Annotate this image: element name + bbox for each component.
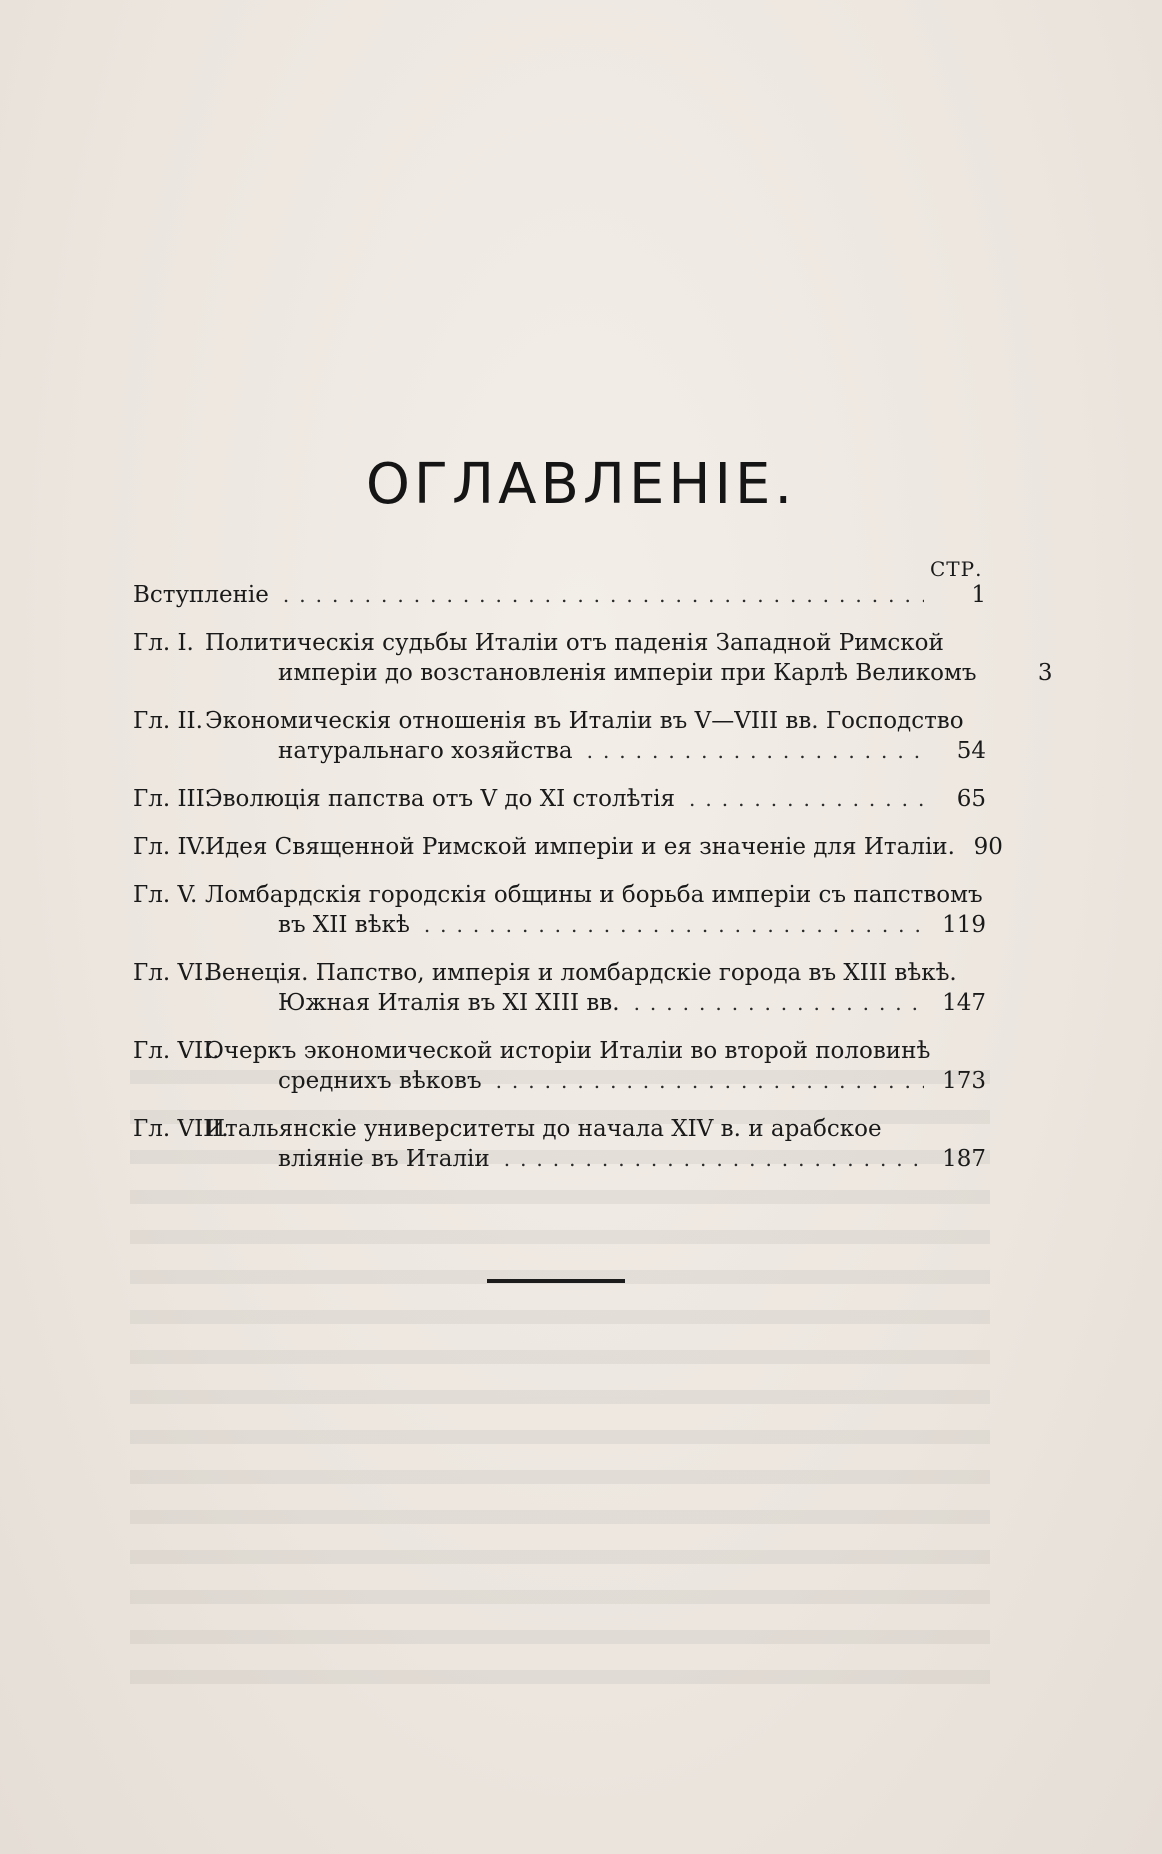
page-number: 90: [973, 834, 1003, 860]
chapter-number: Гл. IV.: [133, 834, 207, 860]
page-number: 187: [942, 1146, 986, 1172]
decorative-rule: [487, 1279, 625, 1283]
chapter-title: вліяніе въ Италіи: [278, 1146, 490, 1172]
toc-entry-line: [133, 1114, 986, 1144]
toc-entry-line: [133, 706, 986, 736]
page-number: 3: [1037, 660, 1053, 686]
page-number: 65: [956, 786, 986, 812]
chapter-title: Экономическія отношенія въ Италіи въ V—VIII вв. Господство: [205, 708, 964, 734]
chapter-title: имперіи до возстановленія имперіи при Карлѣ Великомъ: [278, 660, 977, 686]
toc-entry-line: [133, 1066, 986, 1096]
chapter-number: Гл. V.: [133, 882, 198, 908]
dot-leader: [587, 736, 924, 766]
page-number: 119: [942, 912, 986, 938]
dot-leader: [504, 1144, 924, 1174]
chapter-title: Вступленіе: [133, 582, 269, 608]
chapter-title: Эволюція папства отъ V до XI столѣтія: [205, 786, 675, 812]
dot-leader: [496, 1066, 924, 1096]
toc-entry-line: [133, 1144, 986, 1174]
table-of-contents: [133, 580, 1053, 1192]
chapter-title: въ XII вѣкѣ: [278, 912, 410, 938]
chapter-title: Итальянскіе университеты до начала XIV в. и арабское: [205, 1116, 882, 1142]
dot-leader: [424, 910, 924, 940]
chapter-title: Идея Священной Римской имперіи и ея значеніе для Италіи.: [205, 834, 955, 860]
toc-entry-line: [133, 832, 1003, 862]
toc-entry-line: [133, 880, 986, 910]
toc-entry: [133, 880, 986, 940]
toc-entry-line: [133, 628, 986, 658]
chapter-title: Ломбардскія городскія общины и борьба имперіи съ папствомъ: [205, 882, 983, 908]
toc-entry: [133, 628, 1053, 688]
dot-leader: [689, 784, 924, 814]
chapter-number: Гл. I.: [133, 630, 194, 656]
chapter-number: Гл. III.: [133, 786, 213, 812]
toc-entry: [133, 832, 1003, 862]
page-number: 54: [956, 738, 986, 764]
toc-entry: [133, 958, 986, 1018]
toc-entry-line: [133, 910, 986, 940]
page-number: 173: [942, 1068, 986, 1094]
chapter-number: Гл. II.: [133, 708, 203, 734]
chapter-number: Гл. VI.: [133, 960, 211, 986]
chapter-title: среднихъ вѣковъ: [278, 1068, 482, 1094]
chapter-number: Гл. VII.: [133, 1038, 220, 1064]
toc-entry: [133, 580, 986, 610]
toc-entry-line: [133, 958, 986, 988]
page-number: 147: [942, 990, 986, 1016]
chapter-title: Политическія судьбы Италіи отъ паденія Западной Римской: [205, 630, 944, 656]
toc-entry-line: [133, 1036, 986, 1066]
toc-entry-line: [133, 658, 1053, 688]
toc-entry-line: [133, 988, 986, 1018]
page-title: ОГЛАВЛЕНІЕ.: [365, 452, 797, 517]
chapter-title: Очеркъ экономической исторіи Италіи во второй половинѣ: [205, 1038, 931, 1064]
chapter-number: Гл. VIII.: [133, 1116, 229, 1142]
toc-entry: [133, 784, 986, 814]
dot-leader: [634, 988, 924, 1018]
chapter-title: Венеція. Папство, имперія и ломбардскіе города въ XIII вѣкѣ.: [205, 960, 957, 986]
page-number: 1: [971, 582, 986, 608]
toc-entry-line: [133, 580, 986, 610]
toc-entry-line: [133, 736, 986, 766]
toc-entry-line: [133, 784, 986, 814]
dot-leader: [283, 580, 924, 610]
chapter-title: Южная Италія въ XI XIII вв.: [278, 990, 620, 1016]
chapter-title: натуральнаго хозяйства: [278, 738, 573, 764]
toc-entry: [133, 706, 986, 766]
page-column-header: СТР.: [930, 557, 983, 581]
toc-entry: [133, 1114, 986, 1174]
toc-entry: [133, 1036, 986, 1096]
